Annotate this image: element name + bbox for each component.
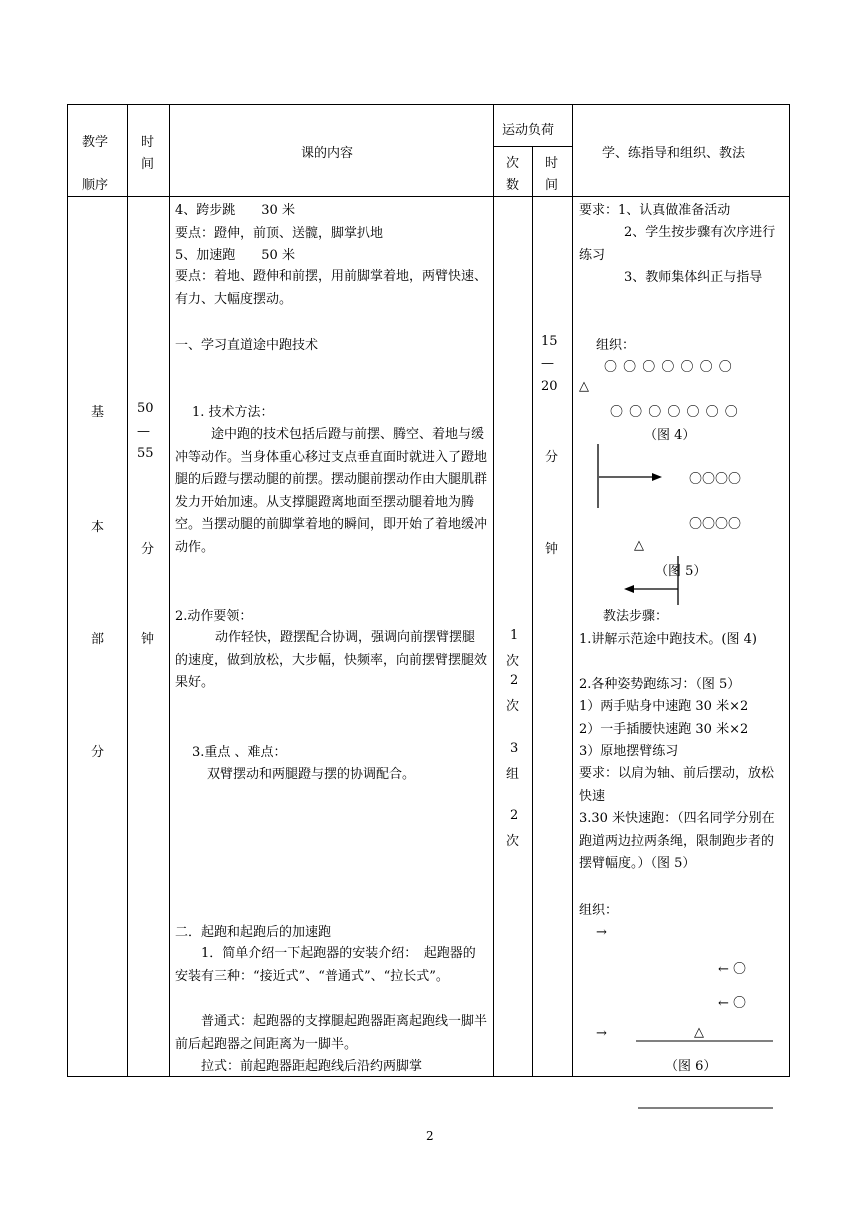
load-time-4: 分 — [545, 450, 559, 465]
load-count-1: 1 — [510, 628, 519, 643]
teacher-triangle-1: △ — [579, 379, 589, 394]
method-requirement-1: 要求：1、认真做准备活动 — [579, 203, 731, 218]
teaching-step-2: 2.各种姿势跑练习：（图 5） — [579, 677, 741, 692]
load-count-4: 次 — [506, 699, 520, 714]
load-time-1: 15 — [541, 334, 558, 349]
content-long-style: 拉式：前起跑器距起跑线后沿约两脚掌 — [201, 1059, 423, 1074]
content-heading-1: 一、学习直道途中跑技术 — [175, 338, 319, 353]
content-tech-method-title: 1. 技术方法： — [192, 405, 274, 420]
method-requirement-2: 2、学生按步骤有次序进行练习 — [579, 225, 776, 263]
content-accel-run-points: 要点：着地、蹬伸和前摆，用前脚掌着地，两臂快速、有力、大幅度摆动。 — [175, 269, 488, 307]
header-method: 学、练指导和组织、教法 — [602, 146, 746, 161]
header-load-time-2: 间 — [545, 178, 559, 193]
teacher-triangle-3: △ — [694, 1025, 704, 1040]
header-time-line1: 时 — [141, 135, 155, 150]
load-count-7: 2 — [510, 808, 519, 823]
header-order-line2: 顺序 — [82, 178, 109, 193]
teacher-triangle-2: △ — [634, 538, 644, 553]
method-organization-1: 组织： — [596, 338, 636, 353]
load-time-3: 20 — [541, 379, 558, 394]
load-count-8: 次 — [506, 834, 520, 849]
time-value-2: — — [137, 424, 150, 439]
content-accel-run: 5、加速跑 50 米 — [175, 248, 295, 263]
formation-row-2: 〇 〇 〇 〇 〇 〇 〇 — [610, 405, 739, 420]
time-value-5: 钟 — [141, 632, 155, 647]
section-label-char-1: 基 — [91, 405, 105, 420]
teaching-step-2-2: 2）一手插腰快速跑 30 米×2 — [579, 722, 749, 737]
formation-row-1: 〇 〇 〇 〇 〇 〇 〇 — [604, 360, 733, 375]
header-time-line2: 间 — [141, 157, 155, 172]
content-essentials-title: 2.动作要领： — [175, 609, 253, 624]
teaching-step-2-3: 3）原地摆臂练习 — [579, 744, 679, 759]
section-label-char-4: 分 — [91, 745, 105, 760]
figure-6-arrow-right-1: → — [596, 925, 607, 940]
figure-5-circles-2: 〇〇〇〇 — [689, 517, 742, 532]
time-value-3: 55 — [137, 446, 154, 461]
page-number: 2 — [426, 1129, 434, 1143]
header-order-line1: 教学 — [82, 135, 109, 150]
teaching-steps-title: 教法步骤： — [603, 609, 669, 624]
teaching-requirement: 要求：以肩为轴、前后摆动，放松快速 — [579, 766, 775, 804]
method-organization-2: 组织： — [579, 903, 619, 918]
figure-6-arrow-right-2: → — [596, 1026, 607, 1041]
content-skip-jump: 4、跨步跳 30 米 — [175, 203, 295, 218]
figure-5-arrow-head — [652, 473, 662, 481]
figure-5-return-head — [624, 585, 634, 593]
content-skip-jump-points: 要点：蹬伸，前顶、送髋，脚掌扒地 — [175, 226, 384, 241]
load-count-5: 3 — [510, 741, 519, 756]
content-essentials-text: 动作轻快，蹬摆配合协调，强调向前摆臂摆腿的速度，做到放松，大步幅，快频率，向前摆臂摆腿效果好。 — [175, 630, 488, 690]
time-value-1: 50 — [137, 401, 154, 416]
content-tech-method-text: 途中跑的技术包括后蹬与前摆、腾空、着地与缓冲等动作。当身体重心移过支点垂直面时就进入了蹬地腿的后蹬与摆动腿的前摆。摆动腿前摆动作由大腿肌群发力开始加速。从支撑腿蹬离地面至摆动腿着地为腾空。当摆动腿的前脚掌着地的瞬间，即开始了着地缓冲动作。 — [175, 427, 488, 555]
header-load: 运动负荷 — [502, 123, 555, 138]
load-count-3: 2 — [510, 673, 519, 688]
content-key-points-text: 双臂摆动和两腿蹬与摆的协调配合。 — [207, 767, 416, 782]
load-time-2: — — [541, 356, 554, 371]
figure-6-arrow-left-circle-1: ← 〇 — [718, 962, 747, 977]
figure-4-caption: （图 4） — [644, 428, 696, 443]
figure-5-circles-1: 〇〇〇〇 — [689, 472, 742, 487]
figure-6-arrow-left-circle-2: ← 〇 — [718, 996, 747, 1011]
teaching-step-3: 3.30 米快速跑：（四名同学分别在跑道两边拉两条绳，限制跑步者的摆臂幅度。）（图 5） — [579, 811, 775, 871]
header-load-count-1: 次 — [506, 156, 520, 171]
section-label-char-2: 本 — [91, 520, 105, 535]
content-normal-style: 普通式：起跑器的支撑腿起跑器距离起跑线一脚半前后起跑器之间距离为一脚半。 — [175, 1014, 488, 1052]
figure-5-caption: （图 5） — [655, 564, 707, 579]
time-value-4: 分 — [141, 542, 155, 557]
load-time-5: 钟 — [545, 542, 559, 557]
method-requirement-3: 3、教师集体纠正与指导 — [624, 270, 763, 285]
load-count-2: 次 — [506, 654, 520, 669]
figure-6-caption: （图 6） — [665, 1059, 717, 1074]
section-label-char-3: 部 — [91, 632, 105, 647]
header-load-time-1: 时 — [545, 156, 559, 171]
content-key-points-title: 3.重点 、难点： — [192, 745, 287, 760]
teaching-step-2-1: 1）两手贴身中速跑 30 米×2 — [579, 699, 749, 714]
header-content: 课的内容 — [301, 146, 354, 161]
load-count-6: 组 — [506, 767, 520, 782]
content-heading-2: 二．起跑和起跑后的加速跑 — [175, 925, 332, 940]
header-load-count-2: 数 — [506, 178, 520, 193]
teaching-step-1: 1.讲解示范途中跑技术。(图 4) — [579, 632, 757, 647]
content-starting-blocks-intro: 1．简单介绍一下起跑器的安装介绍： 起跑器的安装有三种：“接近式”、“普通式”、“拉长式”。 — [175, 946, 476, 984]
